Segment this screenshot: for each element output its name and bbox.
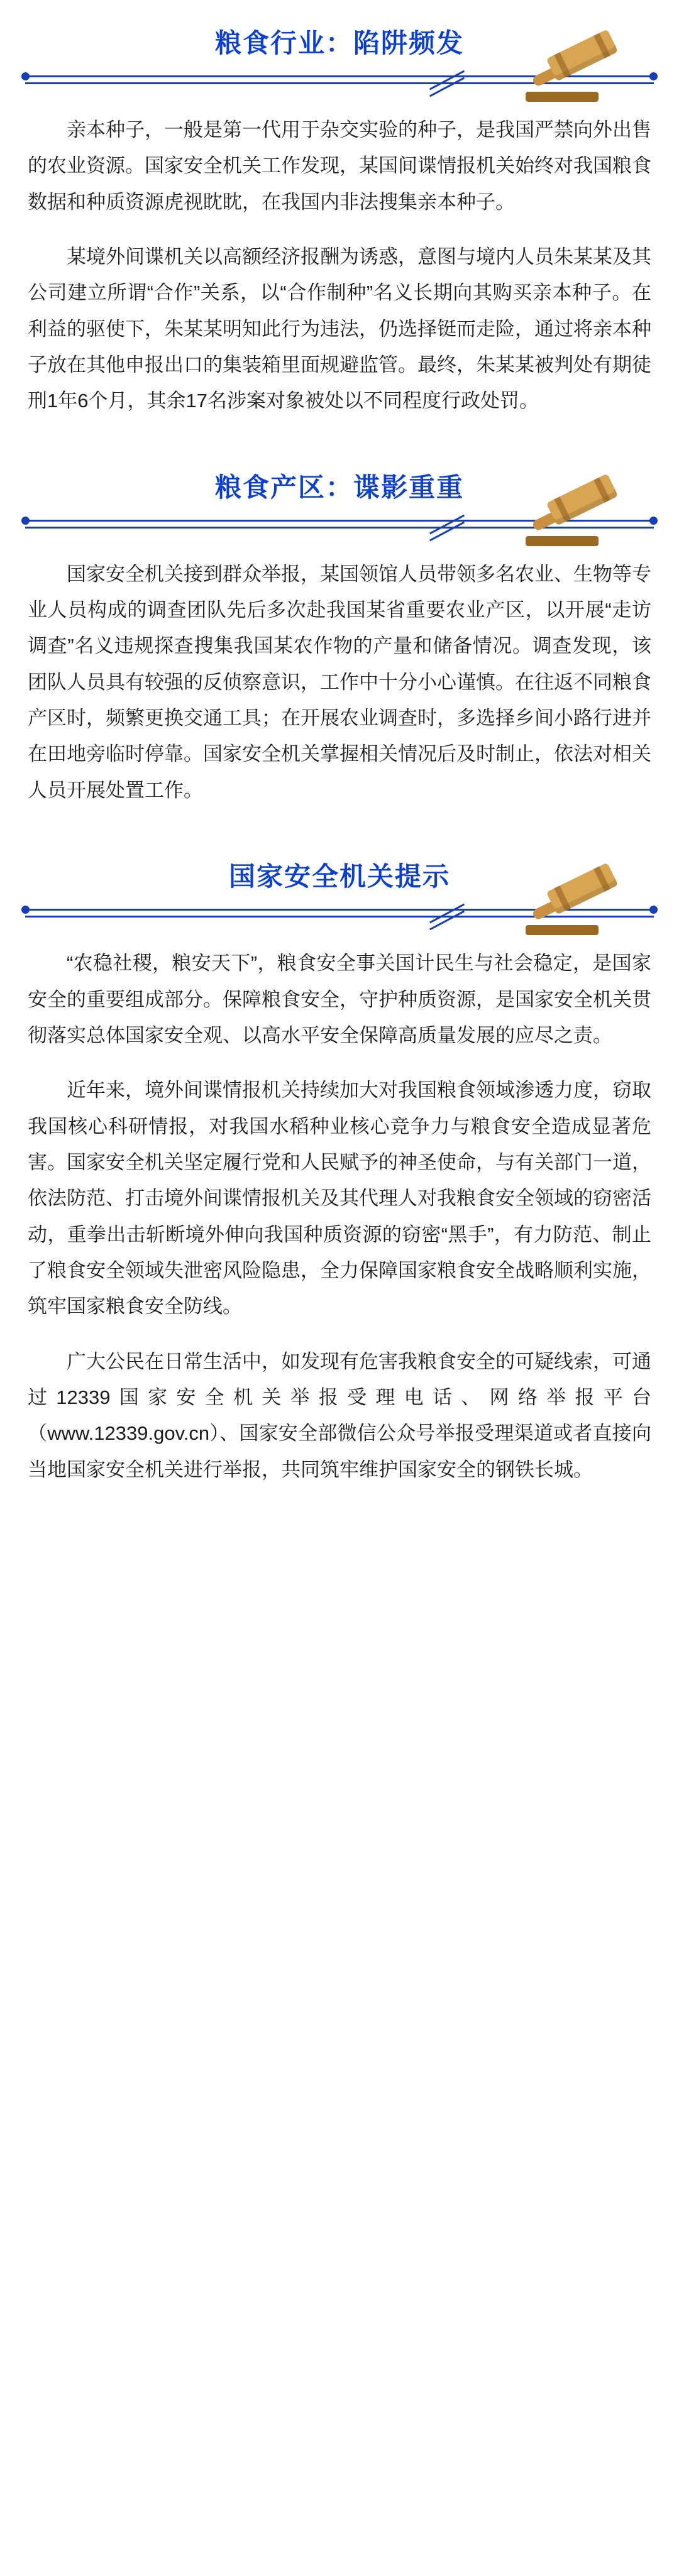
section-body xyxy=(0,556,679,808)
section-body xyxy=(0,945,679,1488)
paragraph: 广大公民在日常生活中，如发现有危害我粮食安全的可疑线索，可通过12339国家安全机关举报受理电话、网络举报平台（www.12339.gov.cn）、国家安全部微信公众号举报受理渠道或者直接向当地国家安全机关进行举报，共同筑牢维护国家安全的钢铁长城。 xyxy=(28,1350,651,1481)
gavel-icon xyxy=(516,872,635,941)
paragraph: 亲本种子，一般是第一代用于杂交实验的种子，是我国严禁向外出售的农业资源。国家安全机关工作发现，某国间谍情报机关始终对我国粮食数据和种质资源虎视眈眈，在我国内非法搜集亲本种子。 xyxy=(28,119,651,213)
section-body xyxy=(0,112,679,419)
section-title: 粮食产区：谍影重重 xyxy=(214,472,464,502)
section-title: 国家安全机关提示 xyxy=(228,862,450,892)
section-header xyxy=(0,18,679,112)
section-title: 粮食行业：陷阱频发 xyxy=(214,28,464,58)
paragraph: 近年来，境外间谍情报机关持续加大对我国粮食领域渗透力度，窃取我国核心科研情报，对我国水稻种业核心竞争力与粮食安全造成显著危害。国家安全机关坚定履行党和人民赋予的神圣使命，与有关部门一道，依法防范、打击境外间谍情报机关及其代理人对我粮食安全领域的窃密活动，重拳出击斩断境外伸向我国种质资源的窃密“黑手”，有力防范、制止了粮食安全领域失泄密风险隐患，全力保障国家粮食安全战略顺利实施，筑牢国家粮食安全防线。 xyxy=(28,1079,651,1318)
section-national-security-tips xyxy=(0,851,679,1488)
paragraph: 某境外间谍机关以高额经济报酬为诱惑，意图与境内人员朱某某及其公司建立所谓“合作”关系，以“合作制种”名义长期向其购买亲本种子。在利益的驱使下，朱某某明知此行为违法，仍选择铤而走险，通过将亲本种子放在其他申报出口的集装箱里面规避监管。最终，朱某某被判处有期徒刑1年6个月，其余17名涉案对象被处以不同程度行政处罚。 xyxy=(28,246,651,412)
section-grain-industry xyxy=(0,18,679,419)
gavel-icon xyxy=(516,483,635,552)
gavel-icon xyxy=(516,39,635,108)
section-header xyxy=(0,851,679,945)
paragraph: 国家安全机关接到群众举报，某国领馆人员带领多名农业、生物等专业人员构成的调查团队先后多次赴我国某省重要农业产区，以开展“走访调查”名义违规探查搜集我国某农作物的产量和储备情况。调查发现，该团队人员具有较强的反侦察意识，工作中十分小心谨慎。在往返不同粮食产区时，频繁更换交通工具；在开展农业调查时，多选择乡间小路行进并在田地旁临时停靠。国家安全机关掌握相关情况后及时制止，依法对相关人员开展处置工作。 xyxy=(28,562,651,801)
paragraph: “农稳社稷，粮安天下”，粮食安全事关国计民生与社会稳定，是国家安全的重要组成部分。保障粮食安全，守护种质资源，是国家安全机关贯彻落实总体国家安全观、以高水平安全保障高质量发展的应尽之责。 xyxy=(28,952,651,1046)
section-grain-production-area xyxy=(0,462,679,808)
section-header xyxy=(0,462,679,556)
